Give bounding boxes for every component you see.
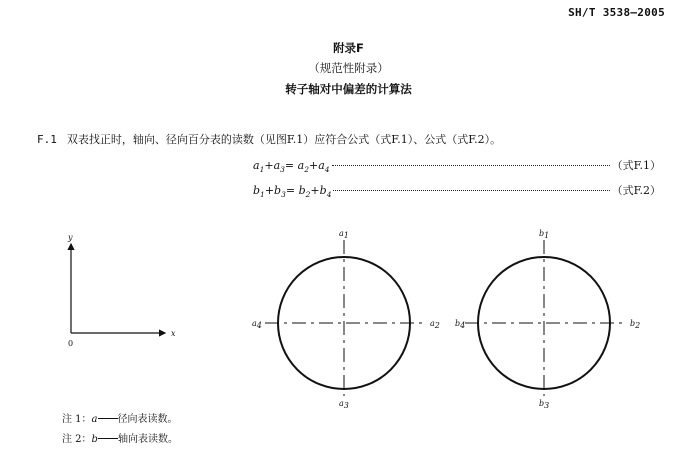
label-a4: a4	[252, 319, 262, 330]
note-prefix: 注 1：	[62, 414, 92, 425]
label-a2: a2	[430, 319, 440, 330]
circle-b-diagram	[455, 229, 640, 410]
circle-a-diagram	[252, 229, 440, 410]
formula-expression: $b_1+b_3= b_2+b_4$	[253, 184, 332, 200]
note-symbol: b	[91, 434, 98, 445]
y-axis-label: y	[68, 233, 73, 242]
formula-tag: （式F.2）	[611, 184, 661, 197]
note-symbol: a	[91, 414, 98, 425]
note-1	[62, 410, 178, 425]
x-axis-label: x	[171, 329, 176, 338]
label-a3: a3	[339, 399, 349, 410]
appendix-type: （规范性附录）	[308, 61, 389, 75]
label-b3: b3	[539, 399, 550, 410]
note-text: 径向表读数。	[117, 414, 178, 425]
origin-label: 0	[68, 339, 74, 348]
formula-expression: $a_1+a_3= a_2+a_4$	[253, 159, 330, 175]
label-b4: b4	[455, 319, 466, 330]
note-dash	[98, 418, 118, 419]
clause-text: 双表找正时，轴向、径向百分表的读数（见图F.1）应符合公式（式F.1）、公式（式F.2）。	[66, 133, 502, 146]
coordinate-axes	[67, 233, 176, 348]
standard-code: SH/T 3538—2005	[568, 6, 665, 19]
appendix-subject: 转子轴对中偏差的计算法	[285, 82, 412, 96]
label-a1: a1	[339, 229, 349, 240]
note-dash	[98, 438, 118, 439]
clause-number: F.1	[37, 133, 57, 146]
note-2	[62, 430, 178, 445]
formula-tag: （式F.1）	[611, 159, 661, 172]
label-b1: b1	[539, 229, 550, 240]
note-prefix: 注 2：	[62, 434, 92, 445]
appendix-title: 附录F	[333, 41, 364, 55]
label-b2: b2	[630, 319, 641, 330]
note-text: 轴向表读数。	[117, 434, 178, 445]
